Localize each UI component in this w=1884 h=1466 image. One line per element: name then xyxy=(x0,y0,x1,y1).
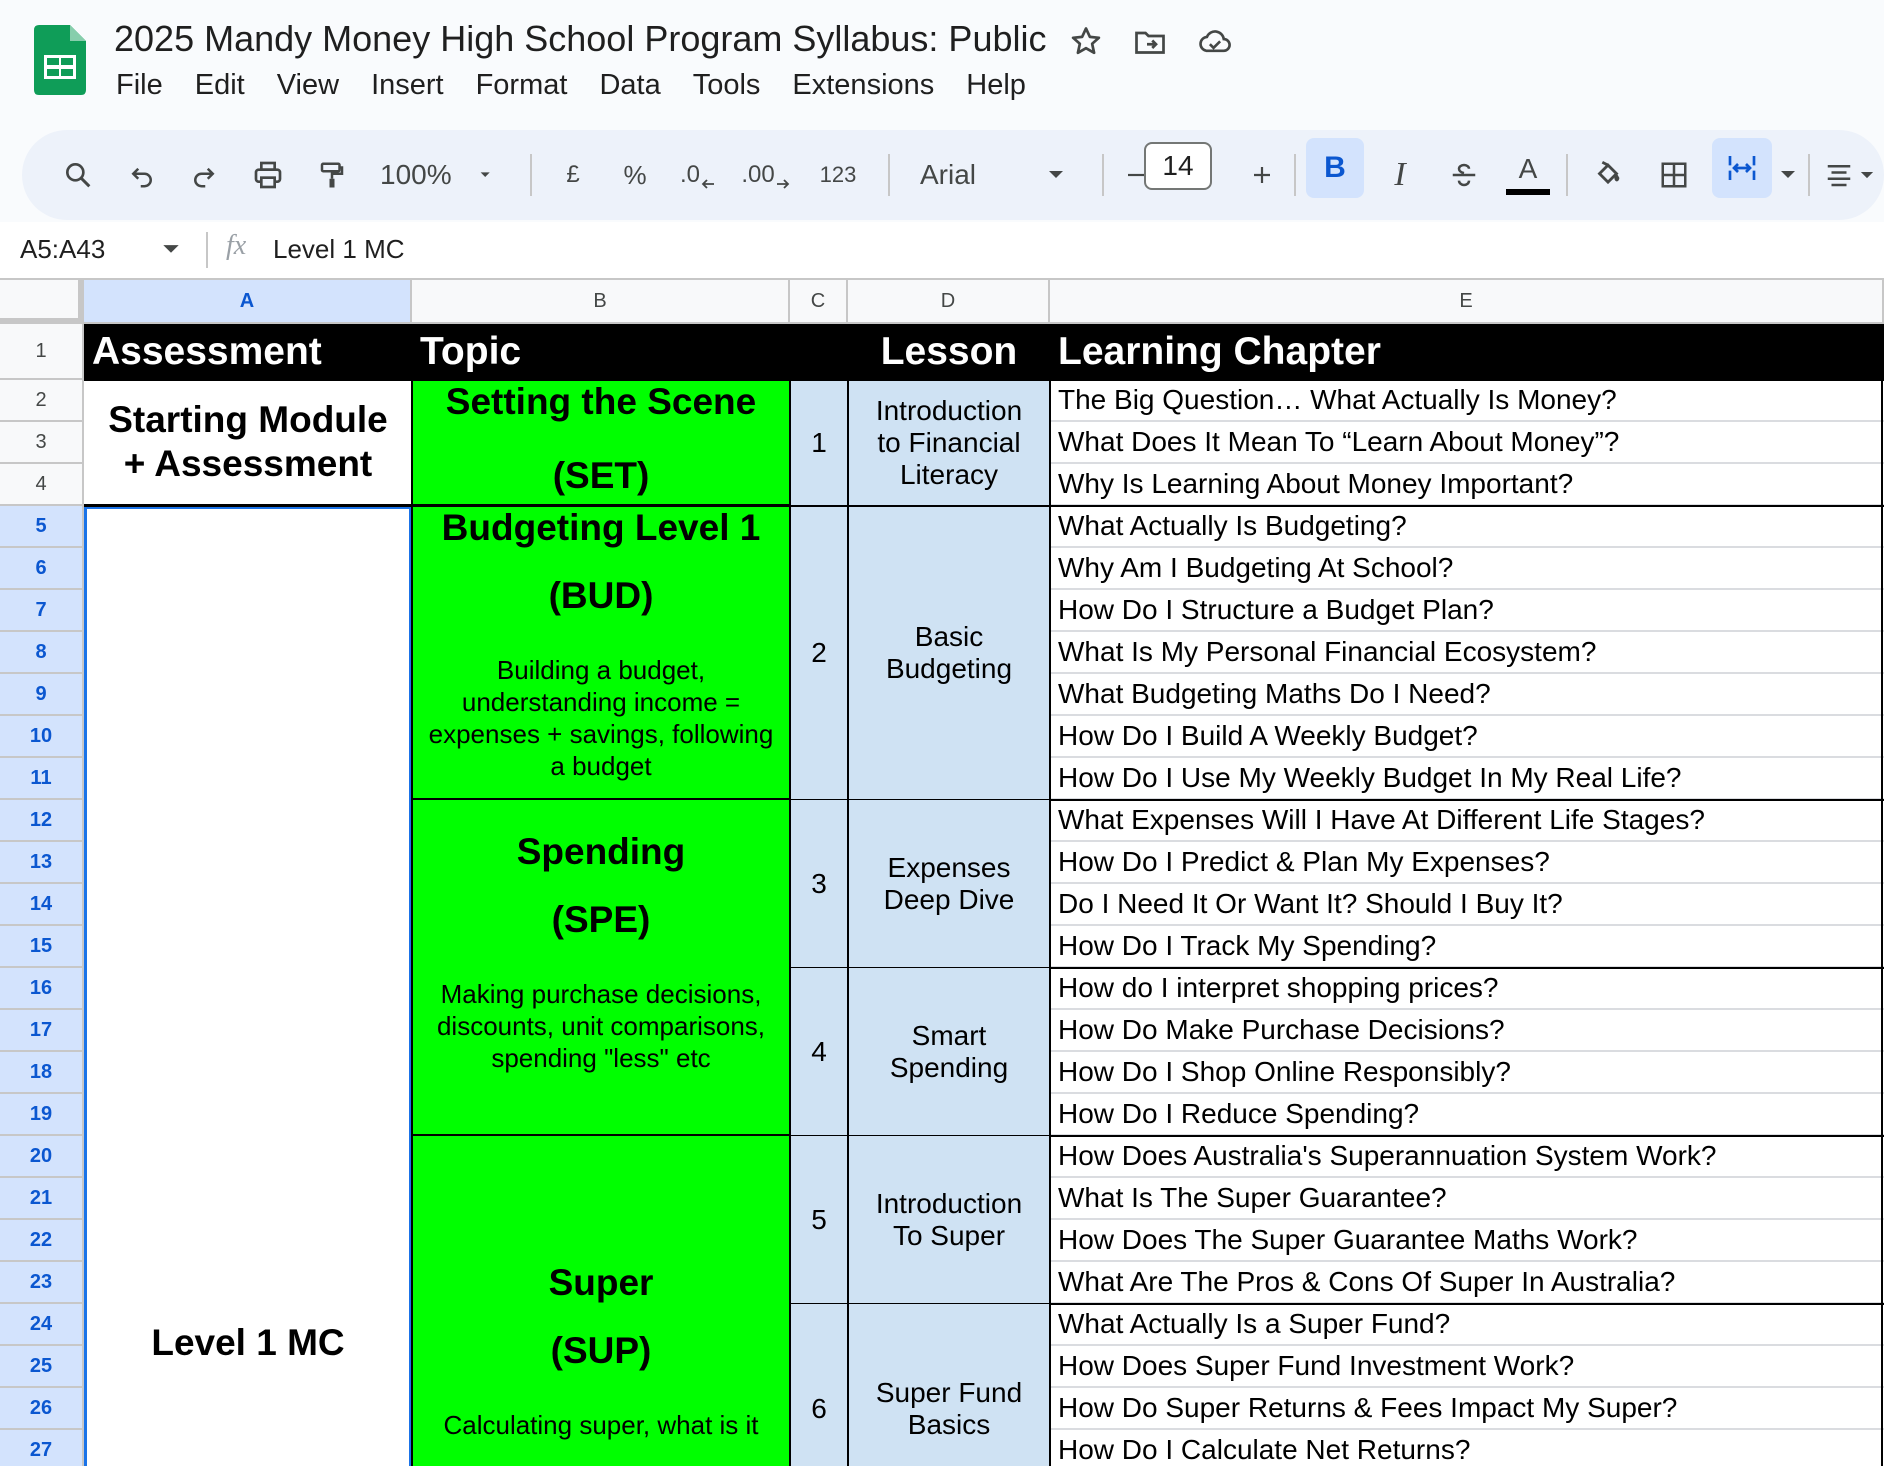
search-menus-icon[interactable] xyxy=(52,130,104,220)
fill-color-icon[interactable] xyxy=(1580,130,1636,220)
formula-input[interactable]: Level 1 MC xyxy=(273,234,405,264)
column-border xyxy=(411,380,413,1466)
zoom-value: 100% xyxy=(380,159,452,190)
topic-cell[interactable] xyxy=(412,380,790,506)
header-assessment[interactable]: Assessment xyxy=(84,324,412,380)
zoom-select[interactable] xyxy=(380,130,490,220)
move-to-folder-icon[interactable] xyxy=(1132,24,1172,64)
chapter-cell[interactable]: Do I Need It Or Want It? Should I Buy It? xyxy=(1050,884,1884,926)
lesson-name-line: Introduction xyxy=(875,1187,1023,1219)
topic-code: (SUP) xyxy=(550,1330,652,1371)
column-header-a[interactable]: A xyxy=(84,280,412,324)
lesson-name[interactable] xyxy=(848,506,1050,800)
spacer xyxy=(412,1305,790,1329)
menu-data[interactable]: Data xyxy=(599,69,661,101)
menu-view[interactable]: View xyxy=(276,69,340,101)
row-header-23[interactable]: 23 xyxy=(0,1262,84,1304)
increase-decimal-label: .00 xyxy=(741,161,775,188)
topic-cell[interactable] xyxy=(412,800,790,1136)
chapter-cell[interactable]: What Actually Is a Super Fund? xyxy=(1050,1304,1884,1346)
row-header-24[interactable]: 24 xyxy=(0,1304,84,1346)
section-border xyxy=(84,505,1884,507)
chapter-cell[interactable]: How Does The Super Guarantee Maths Work? xyxy=(1050,1220,1884,1262)
more-formats-button[interactable]: 123 xyxy=(819,162,857,187)
header-learning-chapter[interactable]: Learning Chapter xyxy=(1050,324,1884,380)
lesson-number[interactable]: 1 xyxy=(790,380,848,506)
row-header-25[interactable]: 25 xyxy=(0,1346,84,1388)
toolbar xyxy=(22,130,1884,220)
select-all-corner[interactable] xyxy=(0,280,84,324)
chevron-down-icon[interactable] xyxy=(162,244,180,255)
undo-icon[interactable] xyxy=(116,130,168,220)
sheets-logo-icon[interactable] xyxy=(34,25,86,95)
lesson-name-line: Expenses xyxy=(887,851,1011,883)
row-header-27[interactable]: 27 xyxy=(0,1430,84,1466)
chapter-cell[interactable]: How Does Australia's Superannuation System Work? xyxy=(1050,1136,1884,1178)
lesson-name-line: Spending xyxy=(889,1052,1009,1083)
topic-title: Setting the Scene xyxy=(445,381,757,422)
row-header-20[interactable]: 20 xyxy=(0,1136,84,1178)
text-color-button[interactable] xyxy=(1500,130,1556,220)
menu-edit[interactable]: Edit xyxy=(194,69,245,101)
row-header-8[interactable]: 8 xyxy=(0,632,84,674)
column-header-c[interactable]: C xyxy=(790,280,848,324)
lesson-name-line: Budgeting xyxy=(885,653,1013,684)
topic-description: Calculating super, what is it xyxy=(443,1410,759,1440)
merge-cells-icon[interactable] xyxy=(1712,138,1772,198)
font-family-select[interactable] xyxy=(902,130,1082,220)
lesson-name-line: Introduction xyxy=(875,394,1023,426)
spacer xyxy=(412,942,790,978)
chapter-cell[interactable]: How Do I Structure a Budget Plan? xyxy=(1050,590,1884,632)
arrow-right-icon xyxy=(775,176,791,192)
row-header-18[interactable]: 18 xyxy=(0,1052,84,1094)
row-header-3[interactable]: 3 xyxy=(0,422,84,464)
arrow-left-icon xyxy=(700,176,716,192)
lesson-number[interactable]: 3 xyxy=(790,800,848,968)
row-header-16[interactable]: 16 xyxy=(0,968,84,1010)
chapter-cell[interactable]: What Actually Is Budgeting? xyxy=(1050,506,1884,548)
chapter-cell[interactable]: The Big Question… What Actually Is Money? xyxy=(1050,380,1884,422)
spacer xyxy=(412,424,790,454)
paint-format-icon[interactable] xyxy=(306,130,358,220)
chapter-cell[interactable]: How Do I Shop Online Responsibly? xyxy=(1050,1052,1884,1094)
formula-divider xyxy=(206,232,208,268)
lesson-name[interactable] xyxy=(848,800,1050,968)
fx-icon: fx xyxy=(226,230,247,261)
increase-decimal-button[interactable] xyxy=(738,130,794,220)
topic-title: Budgeting Level 1 xyxy=(441,507,761,548)
header-bottom-border xyxy=(84,379,1884,381)
lesson-name[interactable] xyxy=(848,1136,1050,1304)
chapter-cell[interactable]: How Do Super Returns & Fees Impact My Super? xyxy=(1050,1388,1884,1430)
topic-cell[interactable] xyxy=(412,1136,790,1466)
lesson-name-line: Literacy xyxy=(899,459,999,491)
document-title[interactable]: 2025 Mandy Money High School Program Syllabus: Public xyxy=(114,18,1047,59)
chapter-cell[interactable]: How Do Make Purchase Decisions? xyxy=(1050,1010,1884,1052)
toolbar-divider xyxy=(1102,154,1104,196)
assessment-cell[interactable] xyxy=(84,380,412,506)
strikethrough-icon[interactable] xyxy=(1438,130,1490,220)
merge-options-chevron-icon[interactable] xyxy=(1774,130,1802,220)
chapter-cell[interactable]: What Budgeting Maths Do I Need? xyxy=(1050,674,1884,716)
italic-button[interactable]: I xyxy=(1394,156,1406,193)
menu-insert[interactable]: Insert xyxy=(371,69,444,101)
row-header-10[interactable]: 10 xyxy=(0,716,84,758)
row-header-6[interactable]: 6 xyxy=(0,548,84,590)
formula-bar xyxy=(0,222,1884,280)
lesson-name-line: Deep Dive xyxy=(883,884,1015,915)
chapter-cell[interactable]: What Is My Personal Financial Ecosystem? xyxy=(1050,632,1884,674)
header-blank[interactable] xyxy=(790,324,848,380)
column-border xyxy=(1049,380,1051,1466)
lesson-name-line: To Super xyxy=(892,1220,1006,1251)
spacer xyxy=(412,1373,790,1409)
chevron-down-icon xyxy=(480,170,490,180)
row-header-4[interactable]: 4 xyxy=(0,464,84,506)
header-lesson[interactable]: Lesson xyxy=(848,324,1050,380)
chevron-down-icon xyxy=(1048,170,1064,180)
chevron-down-icon xyxy=(1860,171,1874,180)
lesson-number[interactable]: 4 xyxy=(790,968,848,1136)
horizontal-align-icon[interactable] xyxy=(1818,130,1880,220)
percent-format-button[interactable]: % xyxy=(623,159,647,190)
lesson-number[interactable]: 5 xyxy=(790,1136,848,1304)
lesson-name-line: to Financial xyxy=(877,426,1021,458)
spacer xyxy=(412,550,790,574)
topic-title: Spending xyxy=(516,831,686,872)
lesson-name[interactable] xyxy=(848,380,1050,506)
menu-file[interactable]: File xyxy=(116,69,163,101)
menu-extensions[interactable]: Extensions xyxy=(792,69,935,101)
text-color-swatch xyxy=(1506,189,1550,195)
row-header-22[interactable]: 22 xyxy=(0,1220,84,1262)
borders-icon[interactable] xyxy=(1648,130,1700,220)
name-box[interactable]: A5:A43 xyxy=(20,234,106,264)
header-topic[interactable]: Topic xyxy=(412,324,790,380)
row-header-21[interactable]: 21 xyxy=(0,1178,84,1220)
toolbar-divider xyxy=(1294,154,1296,196)
chapter-cell[interactable]: How do I interpret shopping prices? xyxy=(1050,968,1884,1010)
star-icon[interactable] xyxy=(1068,24,1108,64)
lesson-name-line: Basic xyxy=(914,620,984,652)
row-header-17[interactable]: 17 xyxy=(0,1010,84,1052)
menu-tools[interactable]: Tools xyxy=(692,69,761,101)
assessment-cell-selected[interactable] xyxy=(84,506,412,1466)
lesson-name-line: Smart xyxy=(911,1019,987,1051)
chapter-cell[interactable]: How Do I Calculate Net Returns? xyxy=(1050,1430,1884,1466)
chapter-cell[interactable]: How Do I Predict & Plan My Expenses? xyxy=(1050,842,1884,884)
spacer xyxy=(412,618,790,654)
row-header-7[interactable]: 7 xyxy=(0,590,84,632)
font-family-value: Arial xyxy=(920,159,977,190)
spacer xyxy=(412,874,790,898)
topic-description: Making purchase decisions, discounts, unit comparisons, spending "less" etc xyxy=(436,979,766,1073)
chapter-cell[interactable]: How Do I Build A Weekly Budget? xyxy=(1050,716,1884,758)
menu-bar xyxy=(100,66,1042,105)
toolbar-divider xyxy=(530,154,532,196)
row-header-12[interactable]: 12 xyxy=(0,800,84,842)
row-header-15[interactable]: 15 xyxy=(0,926,84,968)
topic-code: (SPE) xyxy=(551,899,651,940)
chapter-cell[interactable]: Why Am I Budgeting At School? xyxy=(1050,548,1884,590)
row-header-1[interactable]: 1 xyxy=(0,324,84,380)
chapter-cell[interactable]: What Is The Super Guarantee? xyxy=(1050,1178,1884,1220)
toolbar-divider xyxy=(1566,154,1568,196)
chapter-cell[interactable]: How Do I Track My Spending? xyxy=(1050,926,1884,968)
lesson-name-line: Super Fund xyxy=(875,1376,1023,1408)
bold-button[interactable]: B xyxy=(1306,138,1364,198)
chapter-cell[interactable]: How Does Super Fund Investment Work? xyxy=(1050,1346,1884,1388)
column-border xyxy=(847,380,849,1466)
menu-format[interactable]: Format xyxy=(475,69,568,101)
lesson-name[interactable] xyxy=(848,968,1050,1136)
currency-format-button[interactable]: £ xyxy=(566,161,580,188)
topic-code: (SET) xyxy=(552,455,650,496)
column-border xyxy=(1881,380,1883,1466)
chapter-cell[interactable]: How Do I Use My Weekly Budget In My Real Life? xyxy=(1050,758,1884,800)
column-header-d[interactable]: D xyxy=(848,280,1050,324)
row-header-9[interactable]: 9 xyxy=(0,674,84,716)
column-header-e[interactable]: E xyxy=(1050,280,1884,324)
chapter-cell[interactable]: What Expenses Will I Have At Different Life Stages? xyxy=(1050,800,1884,842)
topic-title: Super xyxy=(548,1262,654,1303)
assessment-line: Starting Module xyxy=(108,399,388,440)
row-header-26[interactable]: 26 xyxy=(0,1388,84,1430)
row-header-14[interactable]: 14 xyxy=(0,884,84,926)
row-header-19[interactable]: 19 xyxy=(0,1094,84,1136)
chapter-cell[interactable]: What Are The Pros & Cons Of Super In Australia? xyxy=(1050,1262,1884,1304)
text-color-letter: A xyxy=(1518,153,1538,184)
chapter-cell[interactable]: How Do I Reduce Spending? xyxy=(1050,1094,1884,1136)
decrease-decimal-button[interactable] xyxy=(672,130,724,220)
column-header-b[interactable]: B xyxy=(412,280,790,324)
toolbar-divider xyxy=(888,154,890,196)
redo-icon[interactable] xyxy=(178,130,230,220)
row-header-5[interactable]: 5 xyxy=(0,506,84,548)
chapter-cell[interactable]: What Does It Mean To “Learn About Money”? xyxy=(1050,422,1884,464)
lesson-number[interactable]: 6 xyxy=(790,1304,848,1466)
assessment-line: Level 1 MC xyxy=(151,1322,345,1363)
column-border xyxy=(789,380,791,1466)
cloud-saved-icon[interactable] xyxy=(1196,24,1236,64)
topic-description: Building a budget, understanding income = expenses + savings, following a budget xyxy=(428,655,774,781)
lesson-name[interactable] xyxy=(848,1304,1050,1466)
row-header-11[interactable]: 11 xyxy=(0,758,84,800)
topic-cell[interactable] xyxy=(412,506,790,800)
lesson-number[interactable]: 2 xyxy=(790,506,848,800)
increase-font-size-icon[interactable] xyxy=(1240,130,1284,220)
row-header-13[interactable]: 13 xyxy=(0,842,84,884)
topic-code: (BUD) xyxy=(548,575,654,616)
menu-help[interactable]: Help xyxy=(966,69,1026,101)
toolbar-divider xyxy=(1808,154,1810,196)
font-size-input[interactable]: 14 xyxy=(1144,142,1212,190)
app-header xyxy=(0,0,1884,122)
decrease-decimal-label: .0 xyxy=(679,161,700,188)
print-icon[interactable] xyxy=(242,130,294,220)
chapter-cell[interactable]: Why Is Learning About Money Important? xyxy=(1050,464,1884,506)
spreadsheet-grid xyxy=(0,280,1884,1466)
lesson-name-line: Basics xyxy=(907,1409,991,1440)
assessment-line: + Assessment xyxy=(123,443,373,484)
row-header-2[interactable]: 2 xyxy=(0,380,84,422)
